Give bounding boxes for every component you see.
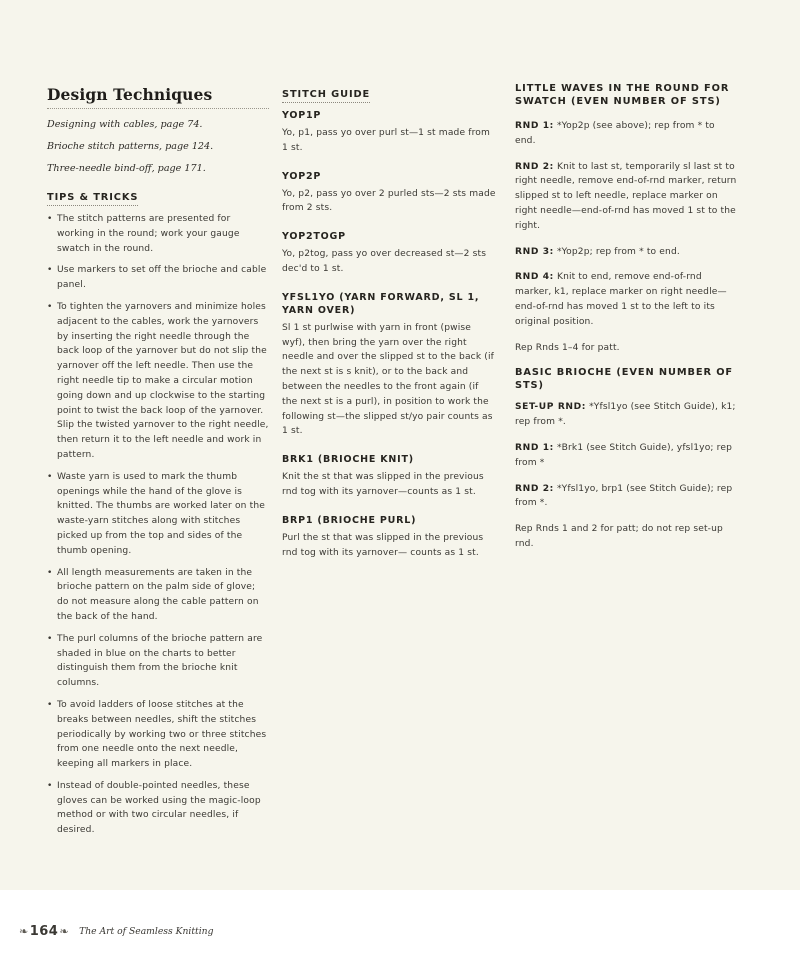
tip-item: • To tighten the yarnovers and minimize holes adjacent to the cables, work the yarnovers by inserting the right needle through the back loop of the yarnover but do not slip the yarnover off the left needle. Then use the right needle tip to make a circular motion going down and up clockwise to the starting point to twist the back loop of the yarnover. Slip the twisted yarnover to the right needle, then return it to the left needle and work in pattern.: [47, 300, 269, 463]
tip-item: • The stitch patterns are presented for working in the round; work your gauge swatch in the round.: [47, 212, 269, 256]
pattern-row: [515, 245, 737, 260]
stitch-term: YFSL1YO (YARN FORWARD, SL 1, YARN OVER): [282, 291, 480, 316]
stitch-term: YOP2TOGP: [282, 231, 346, 243]
row-text: Knit to last st, temporarily sl last st to right needle, remove end-of-rnd marker, return slipped st to left needle, replace marker on right needle—end-of-rnd has moved 1 st to the right.: [515, 161, 737, 231]
stitch-definition: Sl 1 st purlwise with yarn in front (pwise wyf), then bring the yarn over the right needle and over the slipped st to the back (if the next st is s knit), or to the back and between the needles to the front again (if the next st is a purl), in position to work the following st—the slipped st/yo pair counts as 1 st.: [282, 322, 495, 437]
leaf-ornament-icon: ❧: [59, 925, 70, 938]
tip-item: • Use markers to set off the brioche and cable panel.: [47, 263, 269, 293]
tip-item: • Instead of double-pointed needles, these gloves can be worked using the magic-loop method or with two circular needles, if desired.: [47, 779, 269, 838]
row-label: RND 1:: [515, 442, 554, 453]
left-column: [47, 82, 269, 845]
row-label: RND 1:: [515, 121, 554, 131]
stitch-definition: Purl the st that was slipped in the previous rnd tog with its yarnover— counts as 1 st.: [282, 532, 484, 558]
row-label: RND 2:: [515, 161, 554, 172]
stitch-term: BRP1 (BRIOCHE PURL): [282, 514, 417, 526]
row-label: SET-UP RND:: [515, 402, 587, 413]
little-waves-heading: LITTLE WAVES IN THE ROUND FOR SWATCH (EVEN NUMBER OF STS): [515, 83, 730, 107]
row-text: *Yop2p; rep from * to end.: [556, 246, 680, 257]
repeat-note: Rep Rnds 1 and 2 for patt; do not rep set-up rnd.: [515, 524, 723, 549]
stitch-definition: Yo, p2tog, pass yo over decreased st—2 sts dec'd to 1 st.: [282, 249, 487, 274]
pattern-row: [515, 160, 737, 234]
page-footer: [18, 924, 213, 939]
stitch-term: YOP2P: [282, 170, 322, 182]
book-title: The Art of Seamless Knitting: [79, 926, 214, 937]
folio: [18, 924, 70, 939]
pattern-row: [515, 441, 737, 471]
pattern-row: [515, 119, 737, 149]
right-column: [515, 82, 737, 563]
stitch-term: BRK1 (BRIOCHE KNIT): [282, 454, 414, 466]
ref-line: Three-needle bind-off, page 171.: [47, 163, 206, 174]
middle-column: [282, 82, 496, 574]
ref-line: Brioche stitch patterns, page 124.: [47, 141, 214, 152]
row-label: RND 3:: [515, 246, 554, 257]
row-text: Knit to end, remove end-of-rnd marker, k1, replace marker on right needle—end-of-rnd has moved 1 st to the left to its original position.: [515, 272, 727, 327]
stitch-term: YOP1P: [282, 110, 322, 121]
pattern-row: [515, 400, 737, 430]
stitch-definition: Yo, p2, pass yo over 2 purled sts—2 sts made from 2 sts.: [282, 188, 496, 214]
stitch-definition: Yo, p1, pass yo over purl st—1 st made from 1 st.: [282, 128, 491, 153]
design-techniques-title: Design Techniques: [47, 85, 269, 109]
ref-line: Designing with cables, page 74.: [47, 119, 203, 130]
stitch-definition: Knit the st that was slipped in the previous rnd tog with its yarnover—counts as 1 st.: [282, 472, 484, 497]
row-text: *Brk1 (see Stitch Guide), yfsl1yo; rep from *: [515, 442, 733, 468]
repeat-note: Rep Rnds 1–4 for patt.: [515, 342, 620, 353]
tip-item: • All length measurements are taken in the brioche pattern on the palm side of glove; do not measure along the cable pattern on the back of the hand.: [47, 566, 269, 625]
pattern-row: [515, 482, 737, 512]
row-label: RND 4:: [515, 272, 554, 283]
tips-list: [47, 212, 269, 838]
row-label: RND 2:: [515, 483, 554, 494]
pattern-row: [515, 270, 737, 329]
row-text: *Yop2p (see above); rep from * to end.: [515, 121, 715, 146]
tip-item: • To avoid ladders of loose stitches at the breaks between needles, shift the stitches periodically by working two or three stitches from one needle onto the next needle, keeping all markers in place.: [47, 698, 269, 772]
tips-heading: TIPS & TRICKS: [47, 192, 138, 206]
page-number: 164: [29, 924, 59, 939]
stitch-guide-heading: STITCH GUIDE: [282, 89, 370, 103]
row-text: *Yfsl1yo, brp1 (see Stitch Guide); rep from *.: [515, 483, 733, 509]
basic-brioche-heading: BASIC BRIOCHE (EVEN NUMBER OF STS): [515, 367, 734, 392]
row-text: *Yfsl1yo (see Stitch Guide), k1; rep from *.: [515, 402, 736, 428]
tip-item: • The purl columns of the brioche pattern are shaded in blue on the charts to better distinguish them from the brioche knit columns.: [47, 632, 269, 691]
tip-item: • Waste yarn is used to mark the thumb openings while the hand of the glove is knitted. The thumbs are worked later on the waste-yarn stitches along with stitches picked up from the top and sides of the thumb opening.: [47, 470, 269, 559]
leaf-ornament-icon: ❧: [19, 925, 29, 938]
